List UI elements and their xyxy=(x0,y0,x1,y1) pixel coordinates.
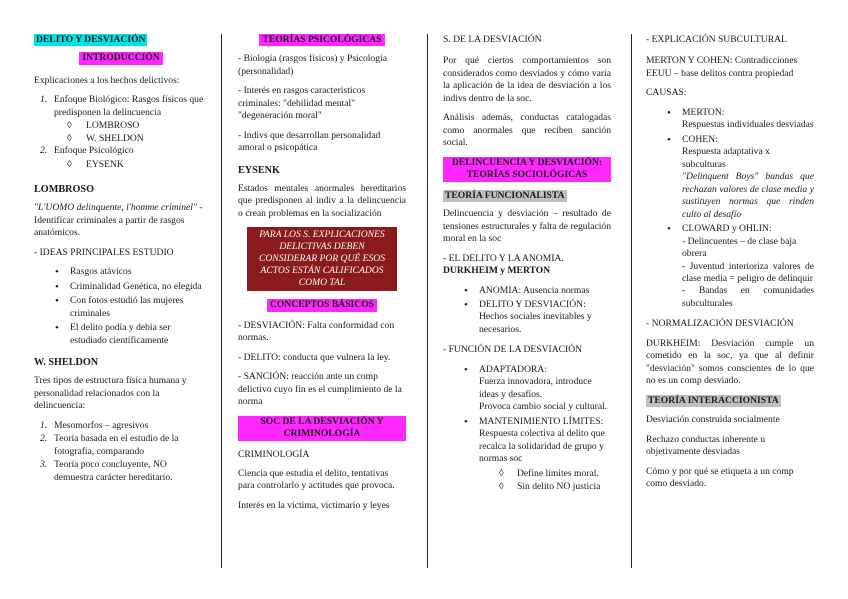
paragraph: - Interés en rasgos característicos criminales: "debilidad mental" "degeneración moral" xyxy=(238,85,366,122)
paragraph: - Biología (rasgos físicos) y Psicología (personalidad) xyxy=(238,53,387,77)
paragraph: Ciencia que estudia el delito, tentativas para controlarlo y actitudes que provoca. xyxy=(238,468,395,492)
list-item: • ADAPTADORA: Fuerza innovadora, introduce ideas y desafíos. Provoca cambio social y cultural. xyxy=(464,363,608,413)
list-item: 2. Enfoque Psicológico xyxy=(40,145,134,157)
paragraph: - Indivs que desarrollan personalidad amoral o psicopática xyxy=(238,129,381,154)
paragraph: Por qué ciertos comportamientos son considerados como desviados y cómo varía la aplicación de la idea de desviación a los indivs dentro de la soc. xyxy=(443,55,611,104)
functionalist-heading: TEORÍA FUNCIONALISTA xyxy=(445,189,565,201)
list-subitem: ◊ EYSENK xyxy=(67,158,124,170)
concepts-heading: CONCEPTOS BÁSICOS xyxy=(267,299,377,311)
list-item: 2. Teoría basada en el estudio de la fotografía, comparando xyxy=(40,433,179,457)
paragraph: Delincuencia y desviación – resultado de tensiones estructurales y falta de regulación moral en la soc xyxy=(443,208,611,245)
highlight-note: PARA LOS S. EXPLICACIONES DELICTIVAS DEBEN CONSIDERAR POR QUÉ ESOS ACTOS ESTÁN CALIFICADOS COMO TAL xyxy=(247,227,397,291)
list-subitem: ◊ W. SHELDON xyxy=(67,132,144,144)
anomia-list xyxy=(443,285,611,337)
list-item: • Criminalidad Genética, no elegida xyxy=(55,280,202,293)
concept-deviation: - DESVIACIÓN: Falta conformidad con normas. xyxy=(238,319,395,344)
paragraph: Rechazo conductas inherente u objetivamente desviadas xyxy=(646,433,766,458)
subcultural-heading: - EXPLICACIÓN SUBCULTURAL xyxy=(646,34,787,45)
sheldon-text: Tres tipos de estructura física humana y personalidad relacionados con la delincuencia: xyxy=(34,375,187,412)
paragraph: MERTON Y COHEN: Contradicciones EEUU – base delitos contra propiedad xyxy=(646,55,798,79)
list-item: • El delito podía y debía ser estudiado científicamente xyxy=(55,322,171,346)
section-heading: S. DE LA DESVIACIÓN xyxy=(443,34,542,45)
column-divider xyxy=(631,34,632,568)
anomia-heading: - EL DELITO Y LA ANOMIA. DURKHEIM y MERTON xyxy=(443,252,564,277)
column-divider xyxy=(427,34,428,568)
sheldon-list xyxy=(34,420,208,484)
list-item: • MERTON: Respuestas individuales desviadas xyxy=(667,106,814,131)
eysenk-text: Estados mentales anormales hereditarios que predisponen al indiv a la delincuencia o crean problemas en la socialización xyxy=(238,183,406,219)
list-item: • ANOMIA: Ausencia normas xyxy=(464,284,590,297)
list-subitem: ◊ Define límites moral. xyxy=(499,467,599,479)
paragraph: DURKHEIM: Desviación cumple un cometido en la soc, ya que al definir "desviación" somos conscientes de lo que no es un comp desviado. xyxy=(646,337,814,387)
list-subitem: ◊ LOMBROSO xyxy=(67,120,140,132)
list-item: 1. Mesomorfos – agresivos xyxy=(40,419,149,431)
causes-list xyxy=(646,107,814,311)
list-item: 3. Teoría poco concluyente, NO demuestra carácter hereditario. xyxy=(40,459,173,483)
list-item: • COHEN: Respuesta adaptativa x subculturas "Delinquent Boys" bandas que rechazan valores de clase media y sustituyen normas que rinden culto al desafío xyxy=(667,133,814,220)
concept-sanction: - SANCIÓN: reacción ante un comp delictivo cuyo fin es el cumplimiento de la norma xyxy=(238,371,402,408)
list-item: • CLOWARD y OHLIN: - Delincuentes – de clase baja obrera - Juventud interioriza valores de clase media = peligro de delinquir - Bandas en comunidades subculturales xyxy=(667,223,814,309)
criminology-heading: CRIMINOLOGÍA xyxy=(238,448,310,460)
column-2 xyxy=(238,34,406,519)
lombroso-text: "L'UOMO delinquente, l'homme criminel" - Identificar criminales a partir de rasgos anatómicos. xyxy=(34,202,203,239)
psych-theories-heading: TEORÍAS PSICOLÓGICAS xyxy=(259,34,384,46)
function-list xyxy=(443,364,611,494)
ideas-list xyxy=(34,266,208,347)
soc-deviation-heading: SOC DE LA DESVIACIÓN Y CRIMINOLOGÍA xyxy=(238,416,406,441)
paragraph: Análisis además, conductas catalogadas como anormales que reciben sanción social. xyxy=(443,112,611,149)
list-item: • Rasgos atávicos xyxy=(55,266,132,279)
function-heading: - FUNCIÓN DE LA DESVIACIÓN xyxy=(443,344,583,356)
eysenk-heading: EYSENK xyxy=(238,164,280,176)
paragraph: Cómo y por qué se etiqueta a un comp como desviado. xyxy=(646,465,794,490)
interactionist-heading: TEORÍA INTERACCIONISTA xyxy=(648,394,779,406)
sheldon-heading: W. SHELDON xyxy=(34,357,99,369)
intro-heading: INTRODUCCIÓN xyxy=(79,52,162,64)
list-item: 1. Enfoque Biológico: Rasgos físicos que predisponen la delincuencia xyxy=(40,94,204,118)
list-item: • MANTENIMIENTO LÍMITES: Respuesta colectiva al delito que recalca la solidaridad de grupo y normas soc xyxy=(464,415,605,465)
column-3 xyxy=(443,34,611,495)
list-item: • Con fotos estudió las mujeres criminales xyxy=(55,295,184,319)
sociological-theories-heading: DELINCUENCIA Y DESVIACIÓN: TEORÍAS SOCIOLÓGICAS xyxy=(443,157,611,182)
paragraph: Desviación construida socialmente xyxy=(646,414,780,426)
document-title: DELITO Y DESVIACIÓN xyxy=(36,34,146,45)
paragraph: Interés en la víctima, victimario y leyes xyxy=(238,499,390,511)
lombroso-heading: LOMBROSO xyxy=(34,184,95,196)
approach-list xyxy=(34,94,208,171)
intro-text: Explicaciones a los hechos delictivos: xyxy=(34,74,180,86)
column-divider xyxy=(221,34,222,568)
concept-crime: - DELITO: conducta que vulnera la ley. xyxy=(238,351,391,363)
column-1 xyxy=(34,34,208,485)
ideas-heading: - IDEAS PRINCIPALES ESTUDIO xyxy=(34,246,174,258)
list-item: • DELITO Y DESVIACIÓN: Hechos sociales inevitables y necesarios. xyxy=(464,298,592,335)
causes-heading: CAUSAS: xyxy=(646,87,687,99)
normalization-heading: - NORMALIZACIÓN DESVIACIÓN xyxy=(646,318,794,330)
column-4 xyxy=(646,34,814,498)
list-subitem: ◊ Sin delito NO justicia xyxy=(499,481,601,493)
